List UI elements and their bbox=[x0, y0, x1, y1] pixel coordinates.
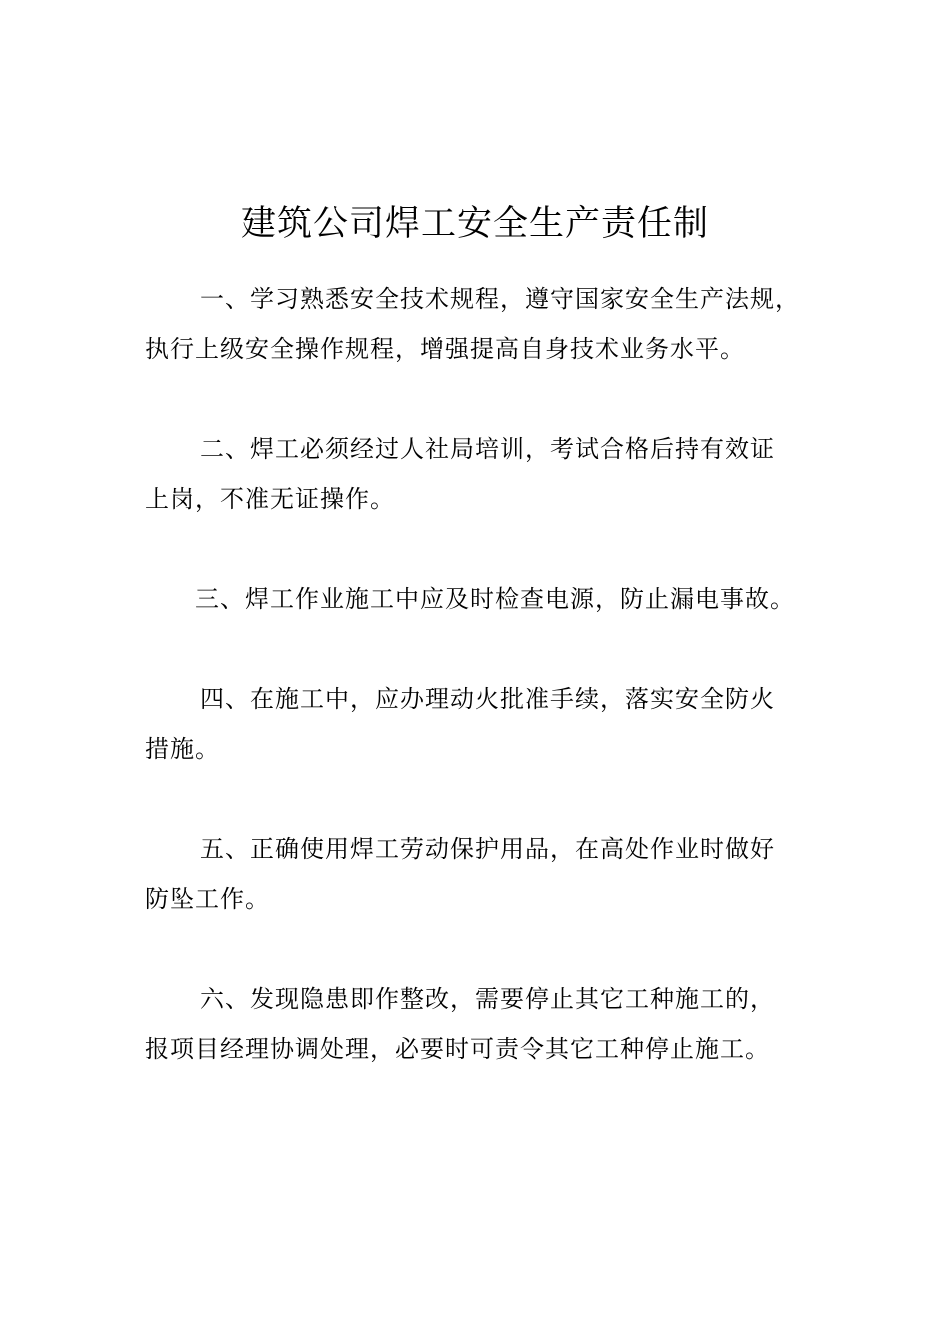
clause-3 bbox=[145, 574, 835, 624]
clause-5 bbox=[145, 824, 835, 924]
clause-4 bbox=[145, 674, 835, 774]
clause-1 bbox=[145, 274, 835, 374]
clause-6 bbox=[145, 974, 835, 1074]
clause-4-line-1: 四、在施工中，应办理动火批准手续，落实安全防火 bbox=[200, 685, 775, 713]
clause-6-line-1: 六、发现隐患即作整改，需要停止其它工种施工的， bbox=[200, 985, 775, 1013]
clause-2-line-2: 上岗，不准无证操作。 bbox=[145, 485, 395, 513]
clause-1-line-1: 一、学习熟悉安全技术规程，遵守国家安全生产法规， bbox=[200, 285, 800, 313]
clause-4-line-2: 措施。 bbox=[145, 735, 220, 763]
clause-5-line-2: 防坠工作。 bbox=[145, 885, 270, 913]
clause-3-line-1: 三、焊工作业施工中应及时检查电源，防止漏电事故。 bbox=[195, 585, 795, 613]
document-title: 建筑公司焊工安全生产责任制 bbox=[240, 204, 709, 245]
clause-5-line-1: 五、正确使用焊工劳动保护用品，在高处作业时做好 bbox=[200, 835, 775, 863]
clause-1-line-2: 执行上级安全操作规程，增强提高自身技术业务水平。 bbox=[145, 335, 745, 363]
clause-2-line-1: 二、焊工必须经过人社局培训，考试合格后持有效证 bbox=[200, 435, 775, 463]
clause-2 bbox=[145, 424, 835, 524]
clause-6-line-2: 报项目经理协调处理，必要时可责令其它工种停止施工。 bbox=[145, 1035, 770, 1063]
